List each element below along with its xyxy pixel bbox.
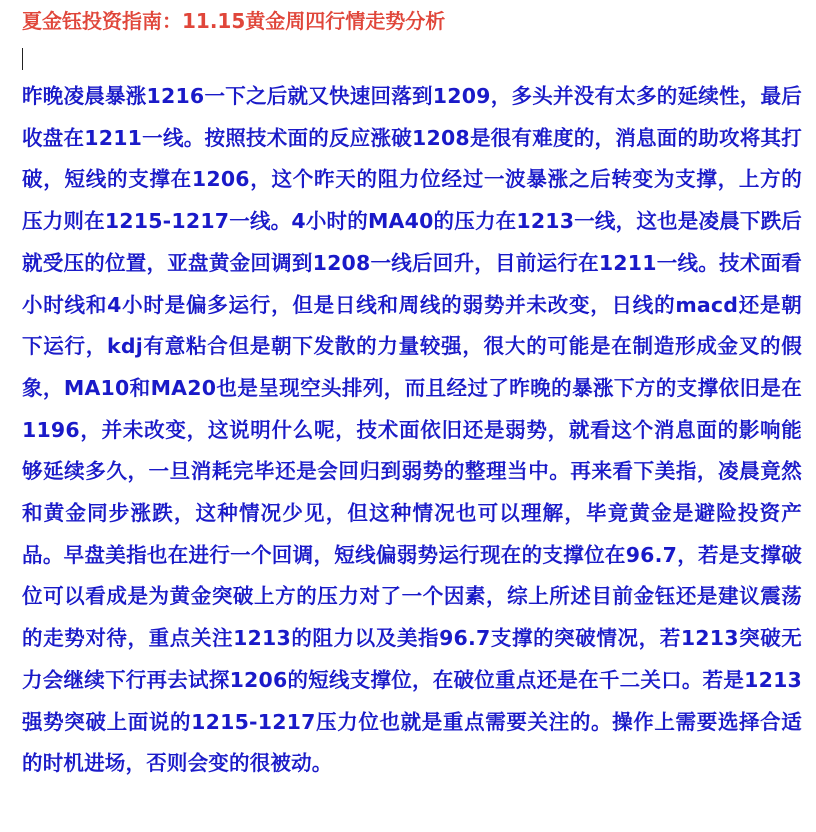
text-cursor — [22, 48, 23, 70]
article-body: 昨晚凌晨暴涨1216一下之后就又快速回落到1209，多头并没有太多的延续性，最后收盘在1211一线。按照技术面的反应涨破1208是很有难度的，消息面的助攻将其打破，短线的支撑在1206，这个昨天的阻力位经过一波暴涨之后转变为支撑，上方的压力则在1215-1217一线。4小时的MA40的压力在1213一线，这也是凌晨下跌后就受压的位置，亚盘黄金回调到1208一线后回升，目前运行在1211一线。技术面看小时线和4小时是偏多运行，但是日线和周线的弱势并未改变，日线的macd还是朝下运行，kdj有意粘合但是朝下发散的力量较强，很大的可能是在制造形成金叉的假象，MA10和MA20也是呈现空头排列，而且经过了昨晚的暴涨下方的支撑依旧是在1196，并未改变，这说明什么呢，技术面依旧还是弱势，就看这个消息面的影响能够延续多久，一旦消耗完毕还是会回归到弱势的整理当中。再来看下美指，凌晨竟然和黄金同步涨跌，这种情况少见，但这种情况也可以理解，毕竟黄金是避险投资产品。早盘美指也在进行一个回调，短线偏弱势运行现在的支撑位在96.7，若是支撑破位可以看成是为黄金突破上方的压力对了一个因素，综上所述目前金钰还是建议震荡的走势对待，重点关注1213的阻力以及美指96.7支撑的突破情况，若1213突破无力会继续下行再去试探1206的短线支撑位，在破位重点还是在千二关口。若是1213强势突破上面说的1215-1217压力位也就是重点需要关注的。操作上需要选择合适的时机进场，否则会变的很被动。 — [22, 84, 802, 776]
article-title: 夏金钰投资指南：11.15黄金周四行情走势分析 — [22, 9, 446, 33]
